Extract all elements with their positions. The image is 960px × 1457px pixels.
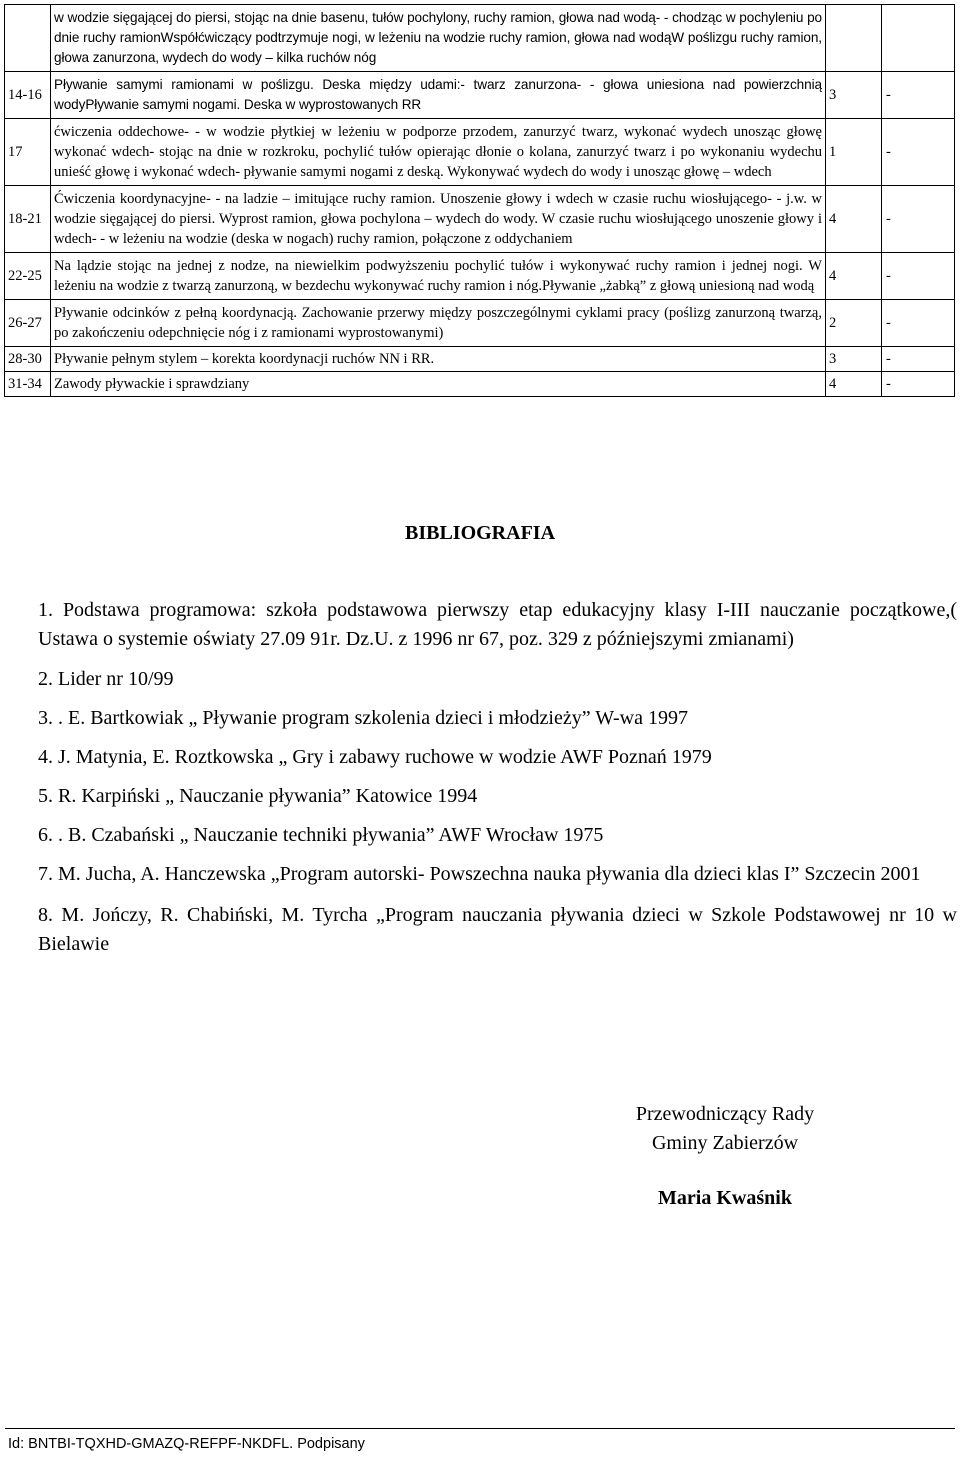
hours-count: 3 — [826, 72, 882, 119]
lesson-number: 22-25 — [5, 253, 51, 300]
activity-description: Ćwiczenia koordynacyjne- - na ladzie – imitujące ruchy ramion. Unoszenie głowy i wdech w czasie ruchu wiosłującego- - j.w. w wodzie sięgającej do piersi. Wyprost ramion, głowa pochylona – wydech do wody. W czasie ruchu wiosłującego unoszenie głowy i wdech- - w leżeniu na wodzie (deska w nogach) ruchy ramion, połączone z oddychaniem — [51, 186, 826, 253]
schedule-row — [5, 347, 955, 372]
lesson-number — [5, 5, 51, 72]
schedule-row — [5, 186, 955, 253]
bibliography-entry: 2. Lider nr 10/99 — [38, 668, 174, 690]
bibliography-heading: BIBLIOGRAFIA — [404, 522, 556, 544]
extra-column: - — [882, 300, 955, 347]
lesson-number: 26-27 — [5, 300, 51, 347]
extra-column: - — [882, 253, 955, 300]
hours-count: 2 — [826, 300, 882, 347]
schedule-row — [5, 5, 955, 72]
lesson-schedule-table — [4, 4, 955, 397]
bibliography-entry: 8. M. Jończy, R. Chabiński, M. Tyrcha „Program nauczania pływania dzieci w Szkole Podstawowej nr 10 w Bielawie — [38, 904, 957, 955]
schedule-row — [5, 372, 955, 397]
bibliography-list — [7, 596, 957, 959]
hours-count — [826, 5, 882, 72]
hours-count: 3 — [826, 347, 882, 372]
bibliography-entry: 1. Podstawa programowa: szkoła podstawowa pierwszy etap edukacyjny klasy I-III nauczanie początkowe,( Ustawa o systemie oświaty 27.09 91r. Dz.U. z 1996 nr 67, poz. 329 z późniejszymi zmianami) — [38, 599, 957, 650]
bibliography-entry: 3. . E. Bartkowiak „ Pływanie program szkolenia dzieci i młodzieży” W-wa 1997 — [38, 707, 688, 729]
activity-description: Zawody pływackie i sprawdziany — [51, 372, 826, 397]
lesson-number: 31-34 — [5, 372, 51, 397]
schedule-row — [5, 300, 955, 347]
activity-description: Na lądzie stojąc na jednej z nodze, na niewielkim podwyższeniu pochylić tułów i wykonywać ruchy ramion i jednej nogi. W leżeniu na wodzie z twarzą zanurzoną, w bezdechu wykonywać ruchy ramion i nóg.Pływanie „żabką” z głową uniesioną nad wodą — [51, 253, 826, 300]
extra-column — [882, 5, 955, 72]
extra-column: - — [882, 372, 955, 397]
extra-column: - — [882, 347, 955, 372]
extra-column: - — [882, 72, 955, 119]
schedule-row — [5, 253, 955, 300]
lesson-number: 18-21 — [5, 186, 51, 253]
schedule-row — [5, 119, 955, 186]
bibliography-entry: 5. R. Karpiński „ Nauczanie pływania” Katowice 1994 — [38, 785, 478, 807]
lesson-number: 17 — [5, 119, 51, 186]
extra-column: - — [882, 119, 955, 186]
activity-description: Pływanie odcinków z pełną koordynacją. Zachowanie przerwy między poszczególnymi cyklami pracy (poślizg zanurzoną twarzą, po zakończeniu odepchnięcie nóg i z ramionami wyprostowanymi) — [51, 300, 826, 347]
hours-count: 4 — [826, 253, 882, 300]
bibliography-entry: 7. M. Jucha, A. Hanczewska „Program autorski- Powszechna nauka pływania dla dzieci klas I” Szczecin 2001 — [38, 863, 921, 885]
activity-description: Pływanie pełnym stylem – korekta koordynacji ruchów NN i RR. — [51, 347, 826, 372]
bibliography-entry: 6. . B. Czabański „ Nauczanie techniki pływania” AWF Wrocław 1975 — [38, 824, 604, 846]
extra-column: - — [882, 186, 955, 253]
signature-title: Przewodniczący Rady — [635, 1103, 815, 1125]
hours-count: 1 — [826, 119, 882, 186]
bibliography-entry: 4. J. Matynia, E. Roztkowska „ Gry i zabawy ruchowe w wodzie AWF Poznań 1979 — [38, 746, 712, 768]
footer-divider — [5, 1428, 955, 1429]
lesson-number: 28-30 — [5, 347, 51, 372]
signature-block — [590, 1100, 860, 1213]
hours-count: 4 — [826, 372, 882, 397]
schedule-row — [5, 72, 955, 119]
activity-description: w wodzie sięgającej do piersi, stojąc na dnie basenu, tułów pochylony, ruchy ramion, głowa nad wodą- - chodząc w pochyleniu po dnie ruchy ramionWspółćwiczący podtrzymuje nogi, w leżeniu na wodzie ruchy ramion, głowa nad wodąW poślizgu ruchy ramion, głowa zanurzona, wydech do wody – kilka ruchów nóg — [51, 5, 826, 72]
signature-name: Maria Kwaśnik — [658, 1187, 792, 1209]
hours-count: 4 — [826, 186, 882, 253]
document-id: Id: BNTBI-TQXHD-GMAZQ-REFPF-NKDFL. Podpisany — [8, 1436, 365, 1452]
activity-description: Pływanie samymi ramionami w poślizgu. Deska między udami:- twarz zanurzona- - głowa uniesiona nad powierzchnią wodyPływanie samymi nogami. Deska w wyprostowanych RR — [51, 72, 826, 119]
activity-description: ćwiczenia oddechowe- - w wodzie płytkiej w leżeniu w podporze przodem, zanurzyć twarz, wykonać wydech unosząc głowę wykonać wdech- stojąc na dnie w rozkroku, pochylić tułów opierając dłonie o kolana, zanurzyć twarz i po wykonaniu wydechu unieść głowę i wykonać wdech- pływanie samymi nogami z deską. Wykonywać wydech do wody i unosząc głowę – wdech — [51, 119, 826, 186]
lesson-number: 14-16 — [5, 72, 51, 119]
signature-organization: Gminy Zabierzów — [651, 1132, 799, 1154]
